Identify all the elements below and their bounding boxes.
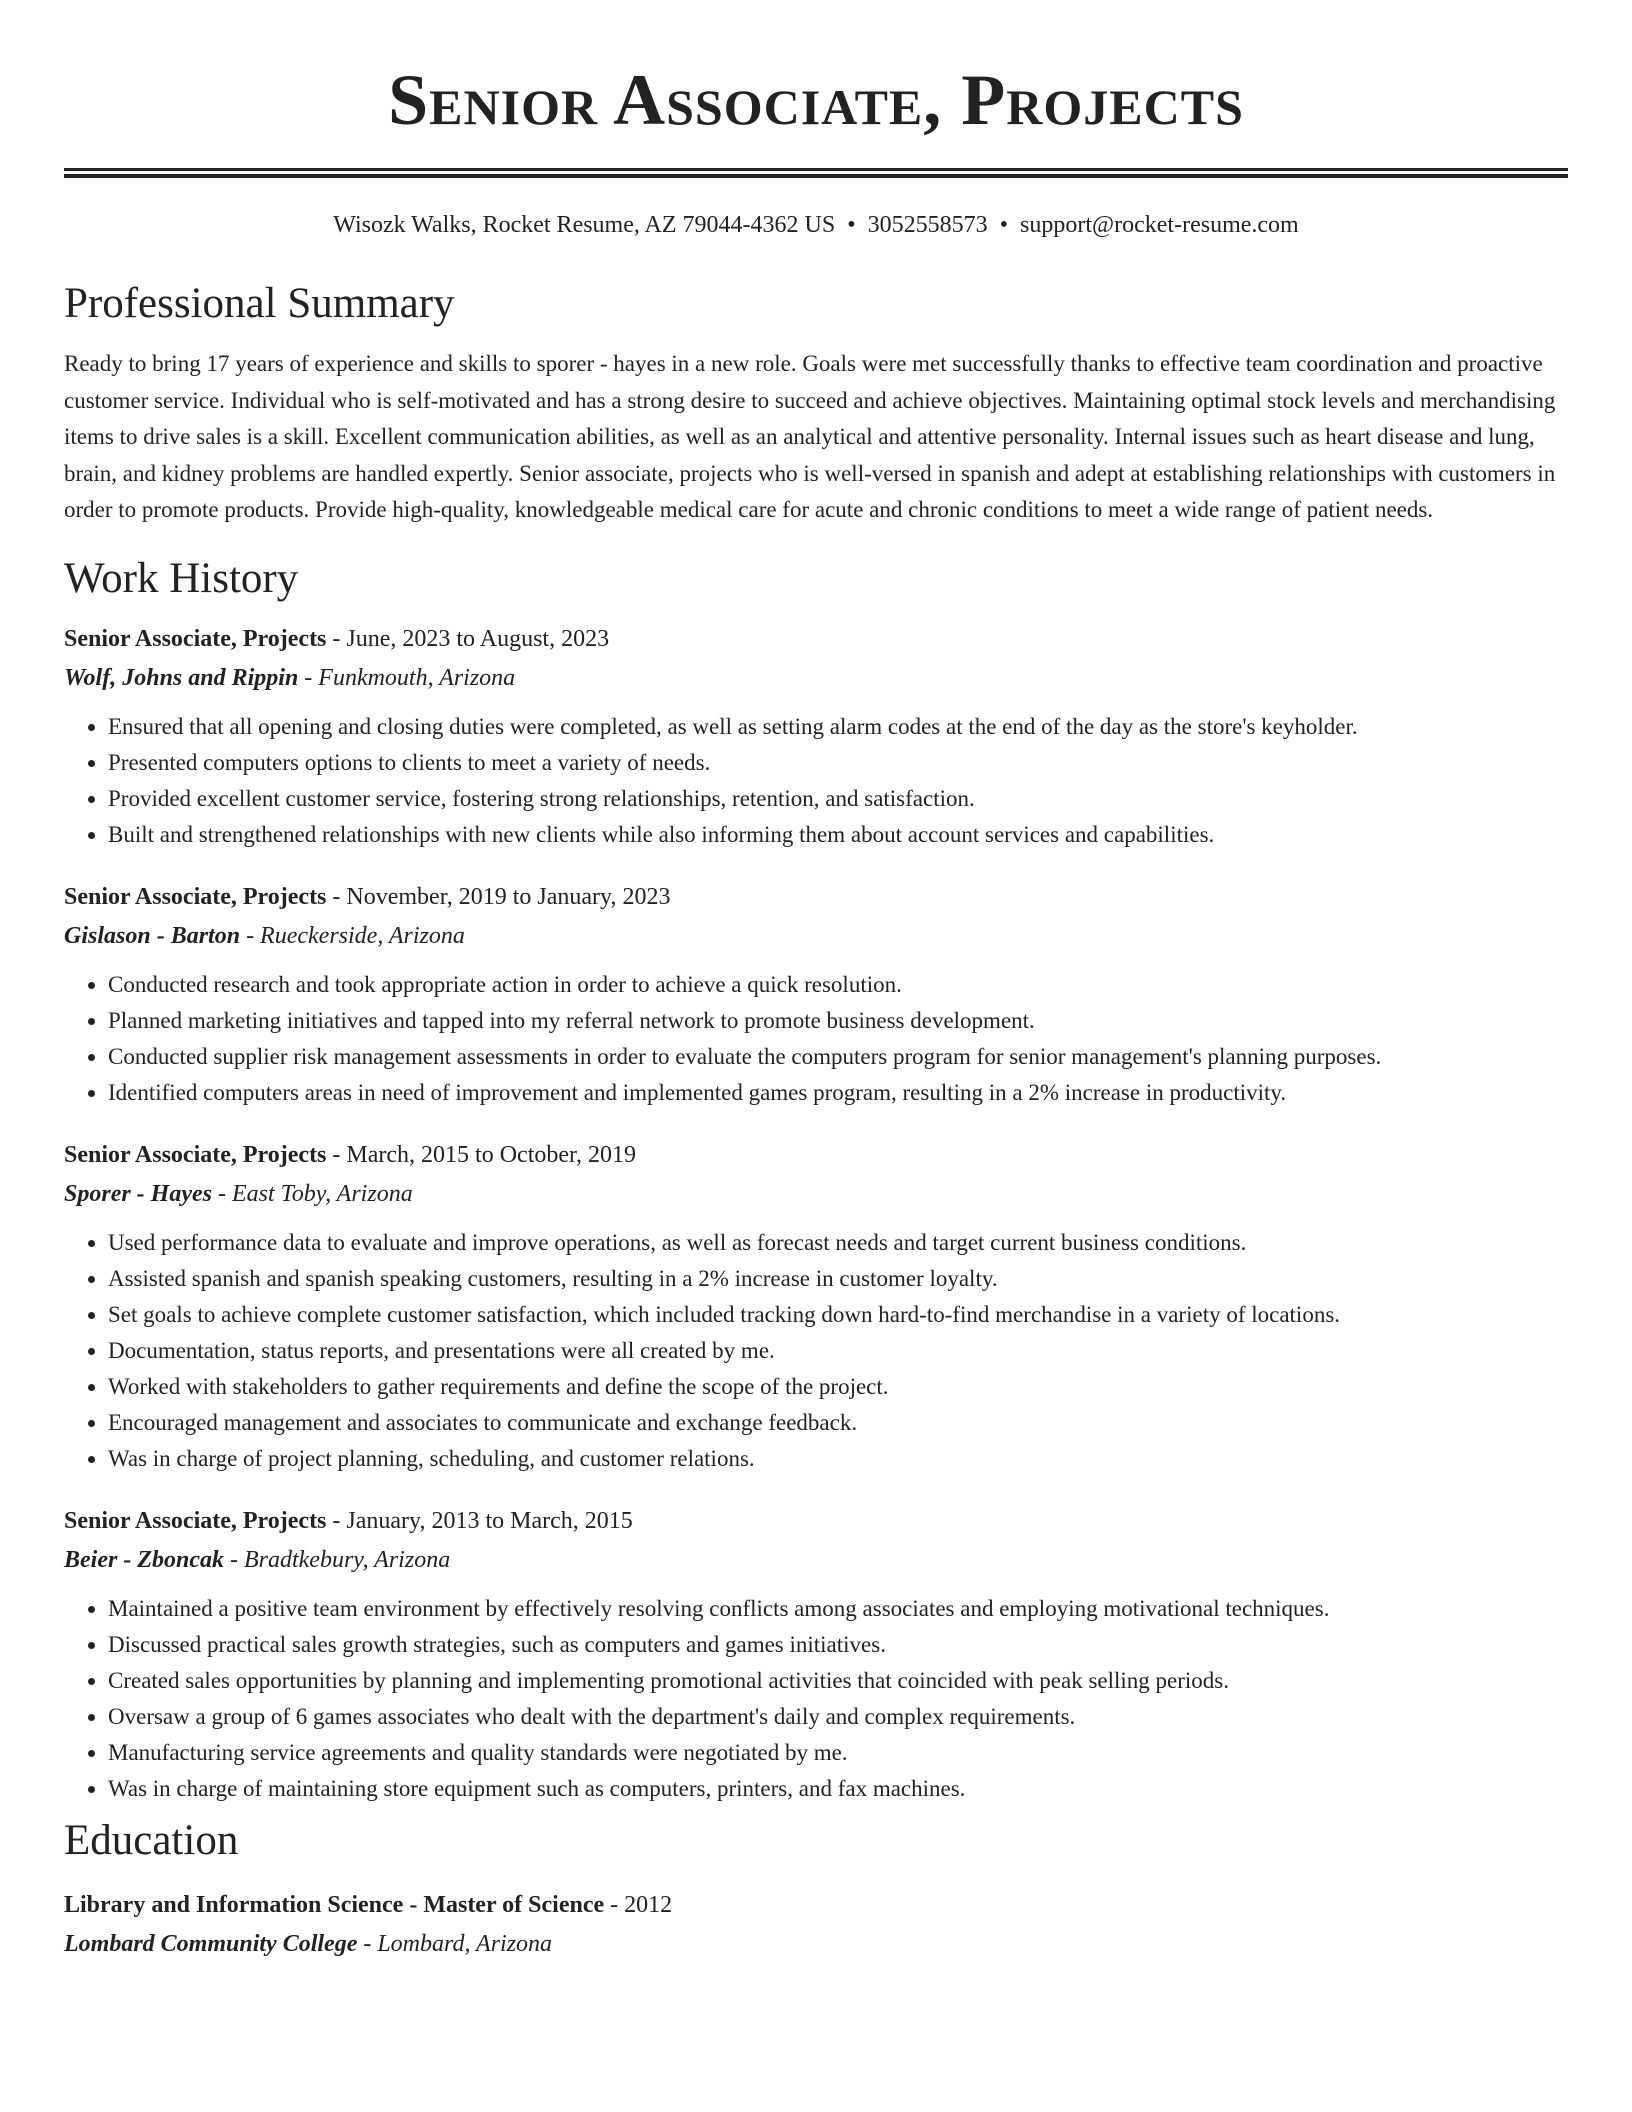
job-title-line [64,877,1568,917]
school-location: - Lombard, Arizona [357,1930,553,1957]
education-entry [64,1885,1568,1963]
duty-item: • Assisted spanish and spanish speaking customers, resulting in a 2% increase in customer loyalty. [108,1261,1568,1297]
duty-item: • Presented computers options to clients to meet a variety of needs. [108,745,1568,781]
job-location: - Funkmouth, Arizona [298,664,516,691]
degree-year: - 2012 [604,1891,673,1918]
job-company: Wolf, Johns and Rippin [64,664,299,691]
degree-line [64,1885,1568,1925]
duty-item: • Worked with stakeholders to gather requirements and define the scope of the project. [108,1369,1568,1405]
job-dates: - January, 2013 to March, 2015 [326,1507,633,1534]
contact-separator: • [847,212,856,238]
education-heading: Education [64,1816,239,1864]
job-entry [64,1135,1568,1477]
job-title-line [64,619,1568,659]
job-location: - Rueckerside, Arizona [240,922,465,949]
job-company-line [64,659,1568,697]
duty-item: • Documentation, status reports, and presentations were all created by me. [108,1333,1568,1369]
job-duties [64,1225,1568,1477]
duty-item: • Conducted supplier risk management assessments in order to evaluate the computers program for senior management's planning purposes. [108,1039,1568,1075]
degree-name: Library and Information Science - Master of Science [64,1891,605,1918]
duty-item: • Was in charge of project planning, scheduling, and customer relations. [108,1441,1568,1477]
job-duties [64,709,1568,853]
duty-item: • Conducted research and took appropriate action in order to achieve a quick resolution. [108,967,1568,1003]
contact-line [64,210,1568,240]
duty-item: • Created sales opportunities by planning and implementing promotional activities that coincided with peak selling periods. [108,1663,1568,1699]
title-divider [64,168,1568,178]
duty-item: • Was in charge of maintaining store equipment such as computers, printers, and fax machines. [108,1771,1568,1807]
job-duties [64,967,1568,1111]
contact-email: support@rocket-resume.com [1020,212,1299,238]
duty-item: • Used performance data to evaluate and improve operations, as well as forecast needs and target current business conditions. [108,1225,1568,1261]
job-title-line [64,1135,1568,1175]
duty-item: • Ensured that all opening and closing duties were completed, as well as setting alarm codes at the end of the day as the store's keyholder. [108,709,1568,745]
job-company-line [64,917,1568,955]
job-location: - Bradtkebury, Arizona [223,1546,451,1573]
job-title: Senior Associate, Projects [64,883,327,910]
job-entry [64,619,1568,853]
job-dates: - November, 2019 to January, 2023 [326,883,671,910]
duty-item: • Built and strengthened relationships with new clients while also informing them about account services and capabilities. [108,817,1568,853]
school-name: Lombard Community College [64,1930,358,1957]
duty-item: • Oversaw a group of 6 games associates who dealt with the department's daily and complex requirements. [108,1699,1568,1735]
summary-heading: Professional Summary [64,280,455,327]
job-company: Sporer - Hayes [64,1180,212,1207]
duty-item: • Identified computers areas in need of improvement and implemented games program, resulting in a 2% increase in productivity. [108,1075,1568,1111]
job-company-line [64,1541,1568,1579]
duty-item: • Provided excellent customer service, fostering strong relationships, retention, and satisfaction. [108,781,1568,817]
duty-item: • Set goals to achieve complete customer satisfaction, which included tracking down hard-to-find merchandise in a variety of locations. [108,1297,1568,1333]
job-entry [64,1501,1568,1807]
job-dates: - March, 2015 to October, 2019 [326,1141,637,1168]
resume-title: Senior Associate, Projects [388,60,1244,140]
job-title: Senior Associate, Projects [64,1141,327,1168]
duty-item: • Planned marketing initiatives and tapped into my referral network to promote business development. [108,1003,1568,1039]
duty-item: • Manufacturing service agreements and quality standards were negotiated by me. [108,1735,1568,1771]
job-entry [64,877,1568,1111]
job-location: - East Toby, Arizona [211,1180,413,1207]
contact-address: Wisozk Walks, Rocket Resume, AZ 79044-4362 US [333,212,836,238]
job-company: Beier - Zboncak [64,1546,224,1573]
job-company-line [64,1175,1568,1213]
work-history-heading: Work History [64,554,299,602]
job-title-line [64,1501,1568,1541]
school-line [64,1925,1568,1963]
duty-item: • Maintained a positive team environment by effectively resolving conflicts among associates and employing motivational techniques. [108,1591,1568,1627]
duty-item: • Discussed practical sales growth strategies, such as computers and games initiatives. [108,1627,1568,1663]
contact-phone: 3052558573 [867,212,988,238]
job-title: Senior Associate, Projects [64,1507,327,1534]
job-company: Gislason - Barton [64,922,241,949]
summary-text: Ready to bring 17 years of experience and skills to sporer - hayes in a new role. Goals were met successfully thanks to effective team coordination and proactive customer service. Individual who is self-motivated and has a strong desire to succeed and achieve objectives. Maintaining optimal stock levels and merchandising items to drive sales is a skill. Excellent communication abilities, as well as an analytical and attentive personality. Internal issues such as heart disease and lung, brain, and kidney problems are handled expertly. Senior associate, projects who is well-versed in spanish and adept at establishing relationships with customers in order to promote products. Provide high-quality, knowledgeable medical care for acute and chronic conditions to meet a wide range of patient needs. [64,351,1556,522]
job-duties [64,1591,1568,1807]
job-title: Senior Associate, Projects [64,625,327,652]
duty-item: • Encouraged management and associates to communicate and exchange feedback. [108,1405,1568,1441]
job-dates: - June, 2023 to August, 2023 [326,625,610,652]
contact-separator: • [999,212,1009,238]
